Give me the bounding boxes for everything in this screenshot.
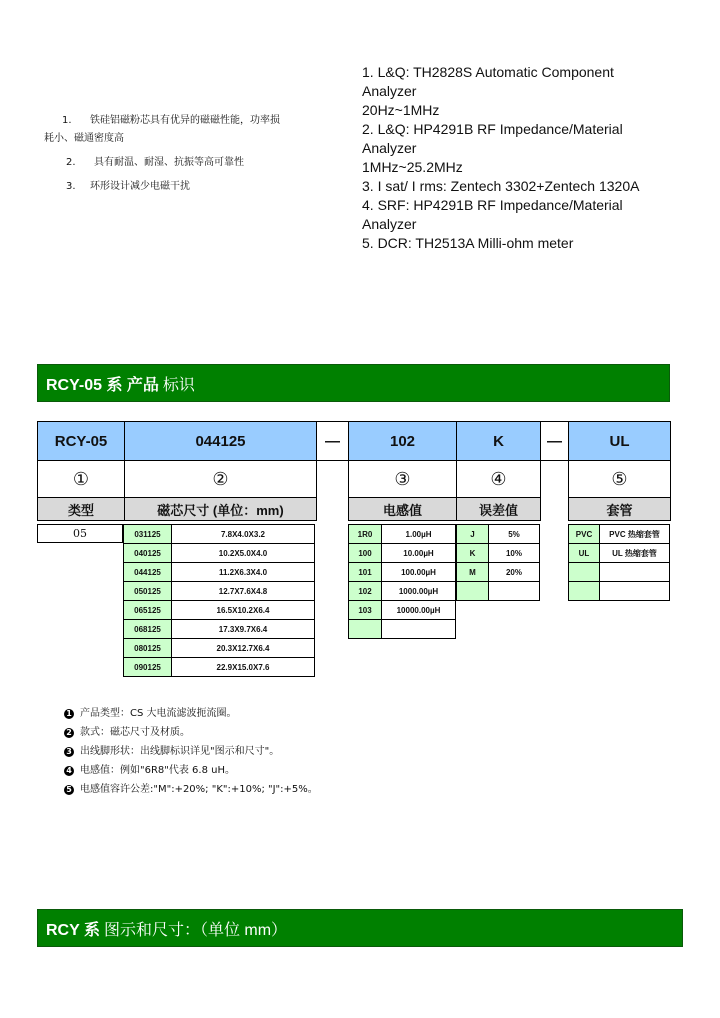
core-size-row [124,601,315,620]
code-segment-inductance: 102 [349,422,457,461]
code-segment-sleeve: UL [569,422,671,461]
value-cell: 10% [489,544,540,563]
code-cell: 080125 [124,639,172,658]
core-size-table [123,524,315,677]
inductance-row [349,620,456,639]
core-size-row [124,658,315,677]
value-cell [382,620,456,639]
value-cell [600,582,670,601]
code-cell: 101 [349,563,382,582]
value-cell [489,582,540,601]
value-cell: 1000.00µH [382,582,456,601]
code-dash: — [317,422,349,461]
inductance-row [349,582,456,601]
code-segment-tolerance: K [457,422,541,461]
index-row [38,461,671,498]
code-cell: 103 [349,601,382,620]
code-cell: 040125 [124,544,172,563]
index-mark: ⑤ [569,461,671,498]
value-cell [600,563,670,582]
value-cell: 10.2X5.0X4.0 [172,544,315,563]
equipment-line: 2. L&Q: HP4291B RF Impedance/Material [362,121,623,137]
code-cell: K [457,544,489,563]
note-item: 1 产品类型：CS 大电流滤波扼流圈。 [64,704,318,723]
value-cell: PVC 热缩套管 [600,525,670,544]
equipment-line: Analyzer [362,140,417,156]
equipment-line: Analyzer [362,216,417,232]
value-cell: 22.9X15.0X7.6 [172,658,315,677]
label-inductance: 电感值 [349,498,457,521]
equipment-line: 5. DCR: TH2513A Milli-ohm meter [362,235,574,251]
tolerance-row [457,525,540,544]
value-cell: 16.5X10.2X6.4 [172,601,315,620]
inductance-row [349,544,456,563]
note-item: 3 出线脚形状：出线脚标识详见"图示和尺寸"。 [64,742,318,761]
label-row [38,498,671,521]
product-code-table [37,421,671,521]
code-cell: UL [569,544,600,563]
circled-number-icon: 5 [64,785,74,795]
sleeve-row [569,582,670,601]
code-cell [349,620,382,639]
value-cell: 7.8X4.0X3.2 [172,525,315,544]
code-cell: 090125 [124,658,172,677]
section-header-dimensions: RCY 系 图示和尺寸：（单位 mm） [37,909,683,947]
sleeve-table [568,524,670,601]
feature-item: 1. 铁硅铝磁粉芯具有优异的磁磁性能，功率损 [62,115,280,126]
label-core-size: 磁芯尺寸 (单位：mm) [125,498,317,521]
code-cell: 100 [349,544,382,563]
index-mark: ① [38,461,125,498]
code-row [38,422,671,461]
value-cell: 12.7X7.6X4.8 [172,582,315,601]
section-header-product-code: RCY-05 系 产品 标识 [37,364,670,402]
code-cell [569,582,600,601]
note-item: 4 电感值：例如"6R8"代表 6.8 uH。 [64,761,318,780]
equipment-line: 1. L&Q: TH2828S Automatic Component [362,64,614,80]
value-cell: 17.3X9.7X6.4 [172,620,315,639]
value-cell: 20% [489,563,540,582]
label-type: 类型 [38,498,125,521]
type-value: 05 [37,524,123,543]
note-item: 5 电感值容许公差:"M":+20%; "K":+10%; "J":+5%。 [64,780,318,799]
inductance-row [349,563,456,582]
label-tolerance: 误差值 [457,498,541,521]
inductance-row [349,525,456,544]
value-cell: 100.00µH [382,563,456,582]
code-cell: M [457,563,489,582]
code-cell: 102 [349,582,382,601]
index-mark: ③ [349,461,457,498]
equipment-line: 20Hz~1MHz [362,102,440,118]
equipment-line: 3. I sat/ I rms: Zentech 3302+Zentech 1320A [362,178,640,194]
circled-number-icon: 2 [64,728,74,738]
value-cell: 10000.00µH [382,601,456,620]
feature-item-continued: 耗小、磁通密度高 [44,133,124,144]
code-cell: 065125 [124,601,172,620]
code-cell: PVC [569,525,600,544]
code-dash: — [541,422,569,461]
value-cell: 10.00µH [382,544,456,563]
index-mark: ② [125,461,317,498]
feature-item: 2. 具有耐温、耐湿、抗振等高可靠性 [66,157,244,168]
circled-number-icon: 3 [64,747,74,757]
code-cell [569,563,600,582]
note-item: 2 款式：磁芯尺寸及材质。 [64,723,318,742]
value-cell: 11.2X6.3X4.0 [172,563,315,582]
tolerance-table [456,524,540,601]
value-cell: 20.3X12.7X6.4 [172,639,315,658]
inductance-table [348,524,456,639]
code-segment-core: 044125 [125,422,317,461]
equipment-line: Analyzer [362,83,417,99]
code-cell: 031125 [124,525,172,544]
circled-number-icon: 1 [64,709,74,719]
label-sleeve: 套管 [569,498,671,521]
code-cell: 068125 [124,620,172,639]
core-size-row [124,544,315,563]
core-size-row [124,639,315,658]
code-cell [457,582,489,601]
equipment-line: 4. SRF: HP4291B RF Impedance/Material [362,197,623,213]
tolerance-row [457,544,540,563]
code-cell: 050125 [124,582,172,601]
core-size-row [124,620,315,639]
core-size-row [124,582,315,601]
sleeve-row [569,563,670,582]
feature-list [44,112,314,196]
code-cell: J [457,525,489,544]
sleeve-row [569,544,670,563]
sleeve-row [569,525,670,544]
test-equipment-list [362,63,682,253]
code-cell: 044125 [124,563,172,582]
spacer-cell [541,498,569,521]
core-size-row [124,563,315,582]
code-cell: 1R0 [349,525,382,544]
inductance-row [349,601,456,620]
notes-list [64,704,318,799]
spacer-cell [317,461,349,498]
feature-item: 3. 环形设计减少电磁干扰 [66,181,190,192]
index-mark: ④ [457,461,541,498]
core-size-row [124,525,315,544]
equipment-line: 1MHz~25.2MHz [362,159,463,175]
circled-number-icon: 4 [64,766,74,776]
spacer-cell [541,461,569,498]
tolerance-row [457,563,540,582]
spacer-cell [317,498,349,521]
value-cell: 1.00µH [382,525,456,544]
value-cell: UL 热缩套管 [600,544,670,563]
code-segment-type: RCY-05 [38,422,125,461]
value-cell: 5% [489,525,540,544]
tolerance-row [457,582,540,601]
